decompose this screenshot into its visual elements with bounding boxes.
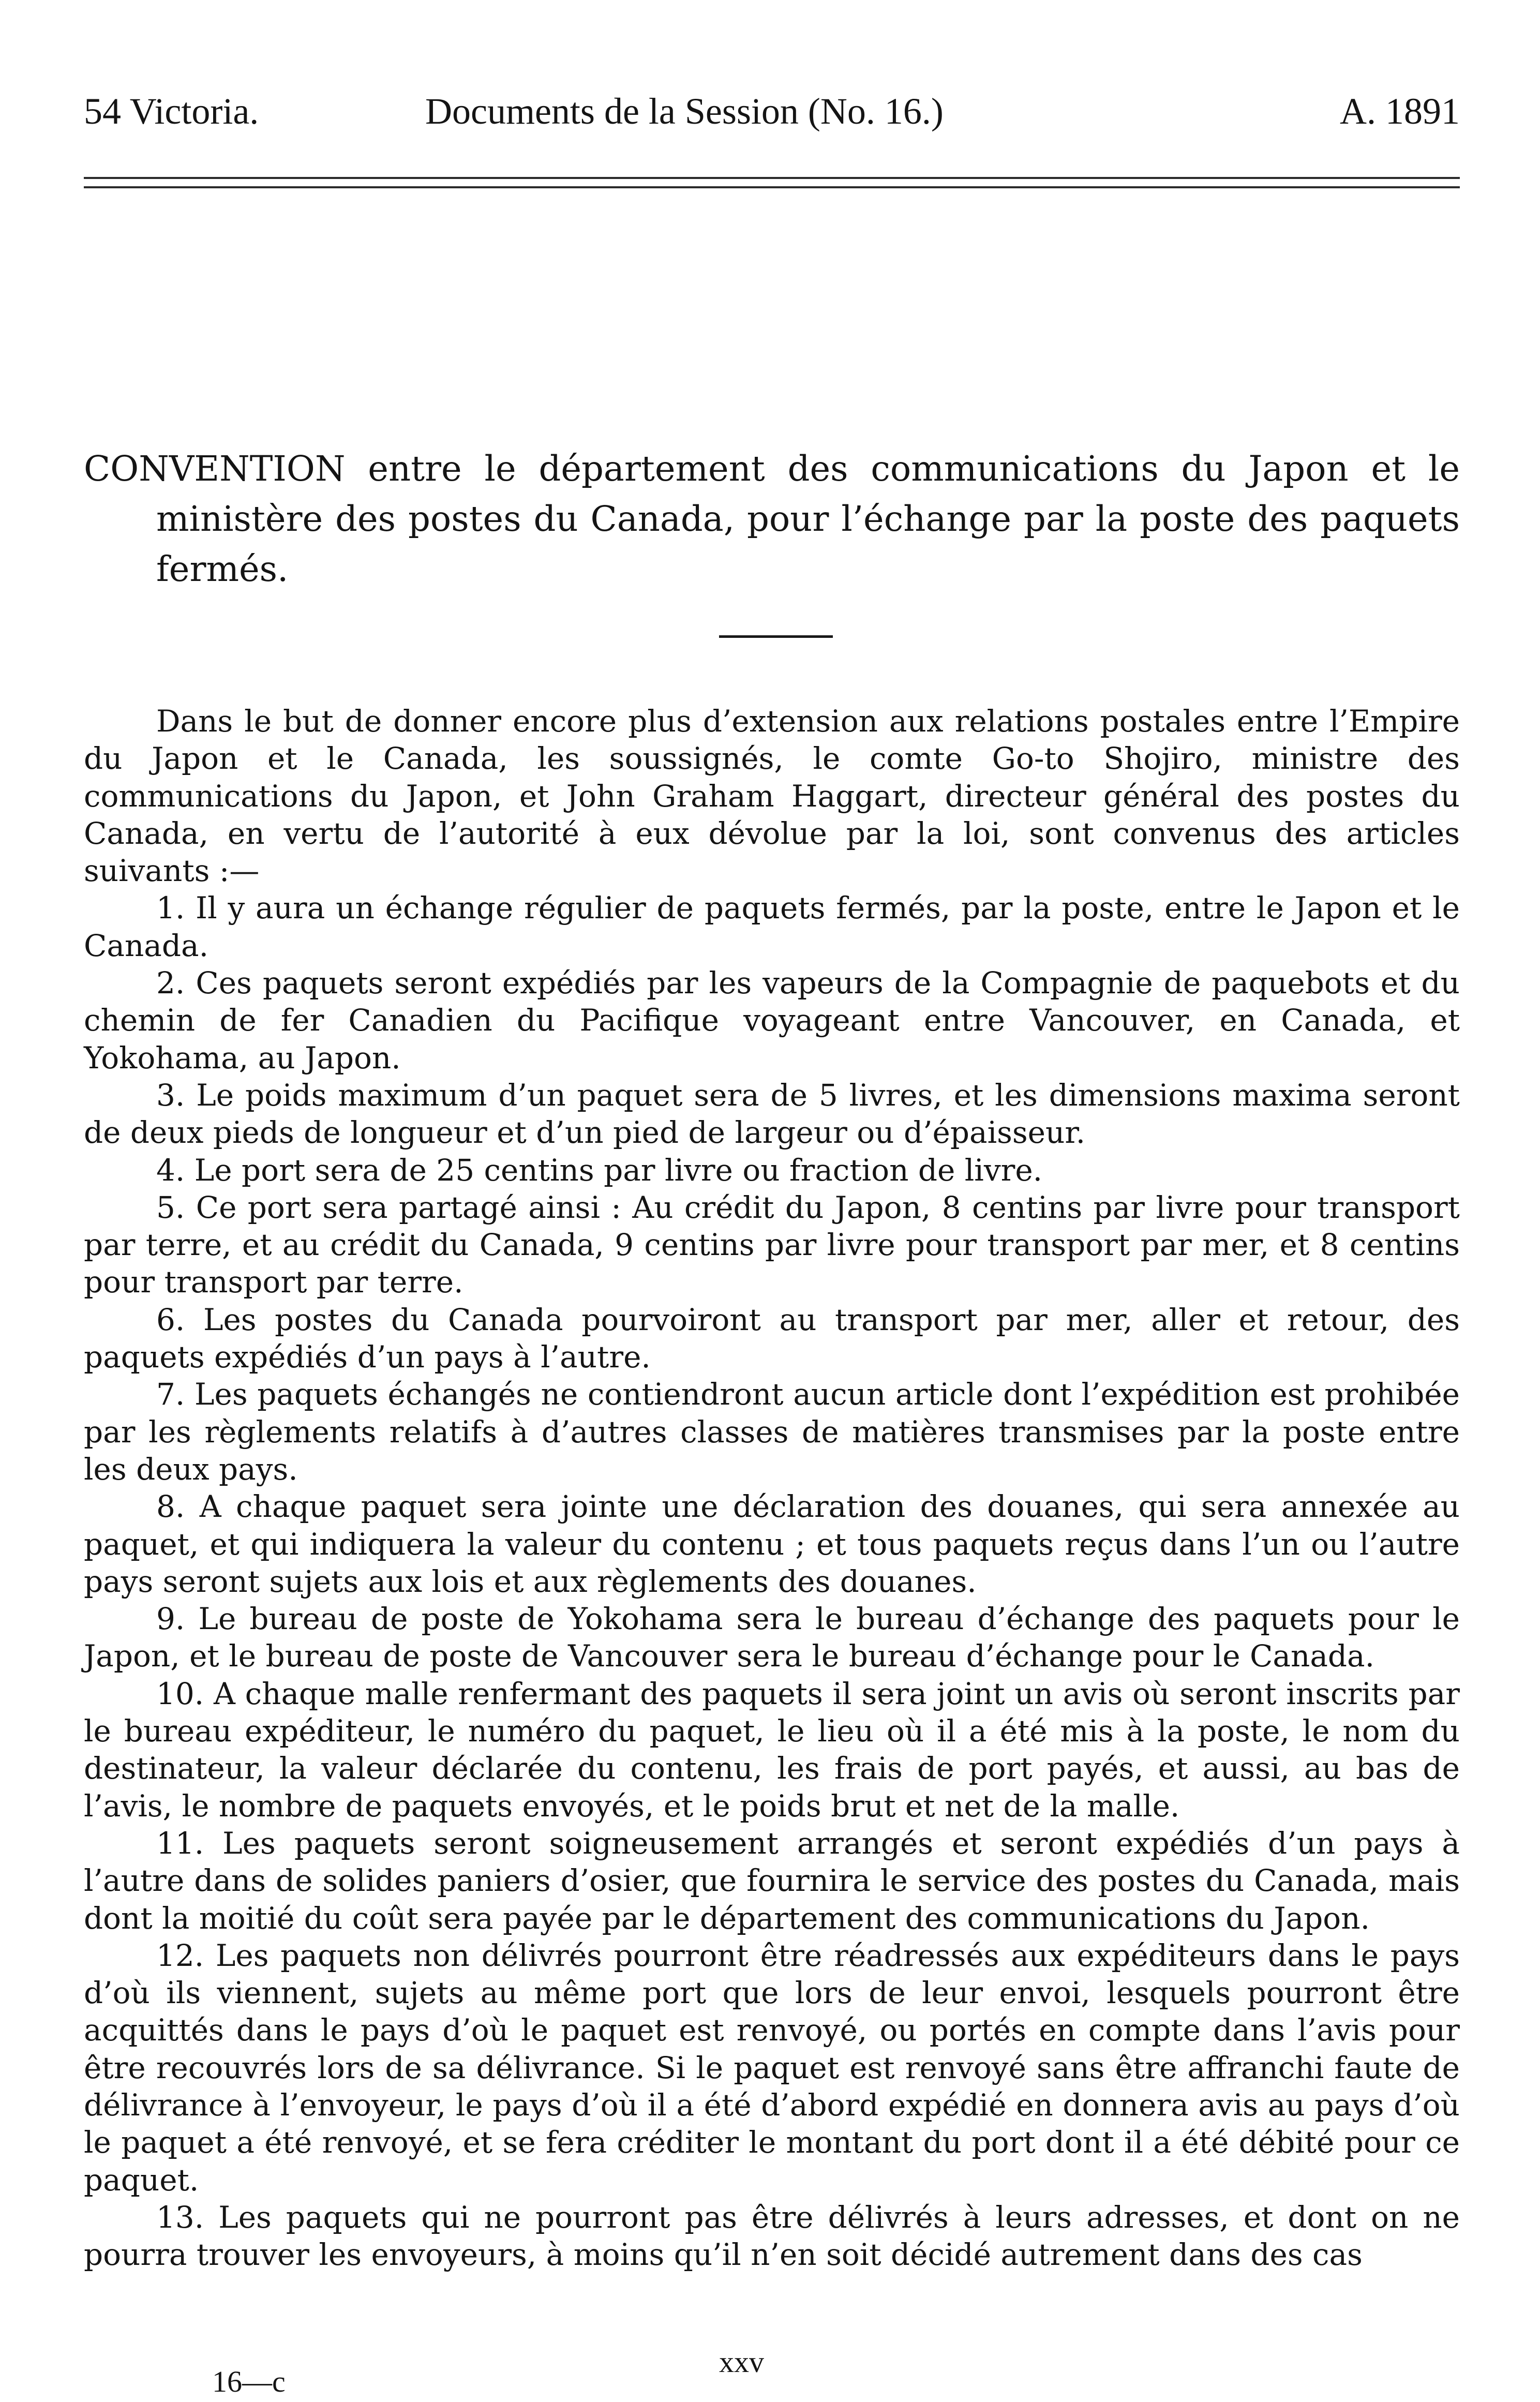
article-9: 9. Le bureau de poste de Yokohama sera le bureau d’échange des paquets pour le Japon, et le bureau de poste de Vancouver sera le bureau d’échange pour le Canada.: [84, 1601, 1460, 1674]
convention-title-text: CONVENTION entre le département des communications du Japon et le ministère des postes du Canada, pour l’échange par la poste des paquets fermés.: [84, 449, 1460, 589]
running-header: [84, 88, 1460, 135]
preamble-paragraph: Dans le but de donner encore plus d’extension aux relations postales entre l’Empire du Japon et le Canada, les soussignés, le comte Go-to Shojiro, ministre des communications du Japon, et John Graham Haggart, directeur général des postes du Canada, en vertu de l’autorité à eux dévolue par la loi, sont convenus des articles suivants :—: [84, 704, 1460, 889]
article-4: 4. Le port sera de 25 centins par livre ou fraction de livre.: [156, 1152, 1043, 1188]
header-session-title: Documents de la Session (No. 16.): [425, 91, 944, 132]
header-rule-top: [84, 177, 1460, 179]
article-10: 10. A chaque malle renfermant des paquets il sera joint un avis où seront inscrits par le bureau expéditeur, le numéro du paquet, le lieu où il a été mis à la poste, le nom du destinateur, la valeur déclarée du contenu, les frais de port payés, et aussi, au bas de l’avis, le nombre de paquets envoyés, et le poids brut et net de la malle.: [84, 1676, 1460, 1824]
header-rule-bottom: [84, 186, 1460, 188]
article-6: 6. Les postes du Canada pourvoiront au transport par mer, aller et retour, des paquets expédiés d’un pays à l’autre.: [84, 1302, 1460, 1375]
article-11: 11. Les paquets seront soigneusement arrangés et seront expédiés d’un pays à l’autre dans de solides paniers d’osier, que fournira le service des postes du Canada, mais dont la moitié du coût sera payée par le département des communications du Japon.: [84, 1825, 1460, 1936]
sheet-number-mark: 16—c: [212, 2365, 286, 2398]
article-7: 7. Les paquets échangés ne contiendront aucun article dont l’expédition est prohibée par les règlements relatifs à d’autres classes de matières transmises par la poste entre les deux pays.: [84, 1377, 1460, 1487]
article-8: 8. A chaque paquet sera jointe une déclaration des douanes, qui sera annexée au paquet, et qui indiquera la valeur du contenu ; et tous paquets reçus dans l’un ou l’autre pays seront sujets aux lois et aux règlements des douanes.: [84, 1489, 1460, 1599]
convention-body: [84, 703, 1460, 2273]
page-signature-mark: xxv: [719, 2345, 764, 2379]
convention-title: [84, 444, 1460, 594]
article-3: 3. Le poids maximum d’un paquet sera de 5 livres, et les dimensions maxima seront de deux pieds de longueur et d’un pied de largeur ou d’épaisseur.: [84, 1077, 1460, 1151]
article-12: 12. Les paquets non délivrés pourront être réadressés aux expéditeurs dans le pays d’où ils viennent, sujets au même port que lors de leur envoi, lesquels pourront être acquittés dans le pays d’où le paquet est renvoyé, ou portés en compte dans l’avis pour être recouvrés lors de sa délivrance. Si le paquet est renvoyé sans être affranchi faute de délivrance à l’envoyeur, le pays d’où il a été d’abord expédié en donnera avis au pays d’où le paquet a été renvoyé, et se fera créditer le montant du port dont il a été débité pour ce paquet.: [84, 1937, 1460, 2198]
header-year: A. 1891: [1340, 91, 1460, 132]
header-volume: 54 Victoria.: [84, 91, 259, 132]
article-13: 13. Les paquets qui ne pourront pas être délivrés à leurs adresses, et dont on ne pourra trouver les envoyeurs, à moins qu’il n’en soit décidé autrement dans des cas: [84, 2199, 1460, 2273]
title-separator-rule: [719, 635, 833, 638]
article-1: 1. Il y aura un échange régulier de paquets fermés, par la poste, entre le Japon et le Canada.: [84, 890, 1460, 963]
article-2: 2. Ces paquets seront expédiés par les vapeurs de la Compagnie de paquebots et du chemin de fer Canadien du Pacifique voyageant entre Vancouver, en Canada, et Yokohama, au Japon.: [84, 965, 1460, 1076]
article-5: 5. Ce port sera partagé ainsi : Au crédit du Japon, 8 centins par livre pour transport par terre, et au crédit du Canada, 9 centins par livre pour transport par mer, et 8 centins pour transport par terre.: [84, 1189, 1460, 1300]
